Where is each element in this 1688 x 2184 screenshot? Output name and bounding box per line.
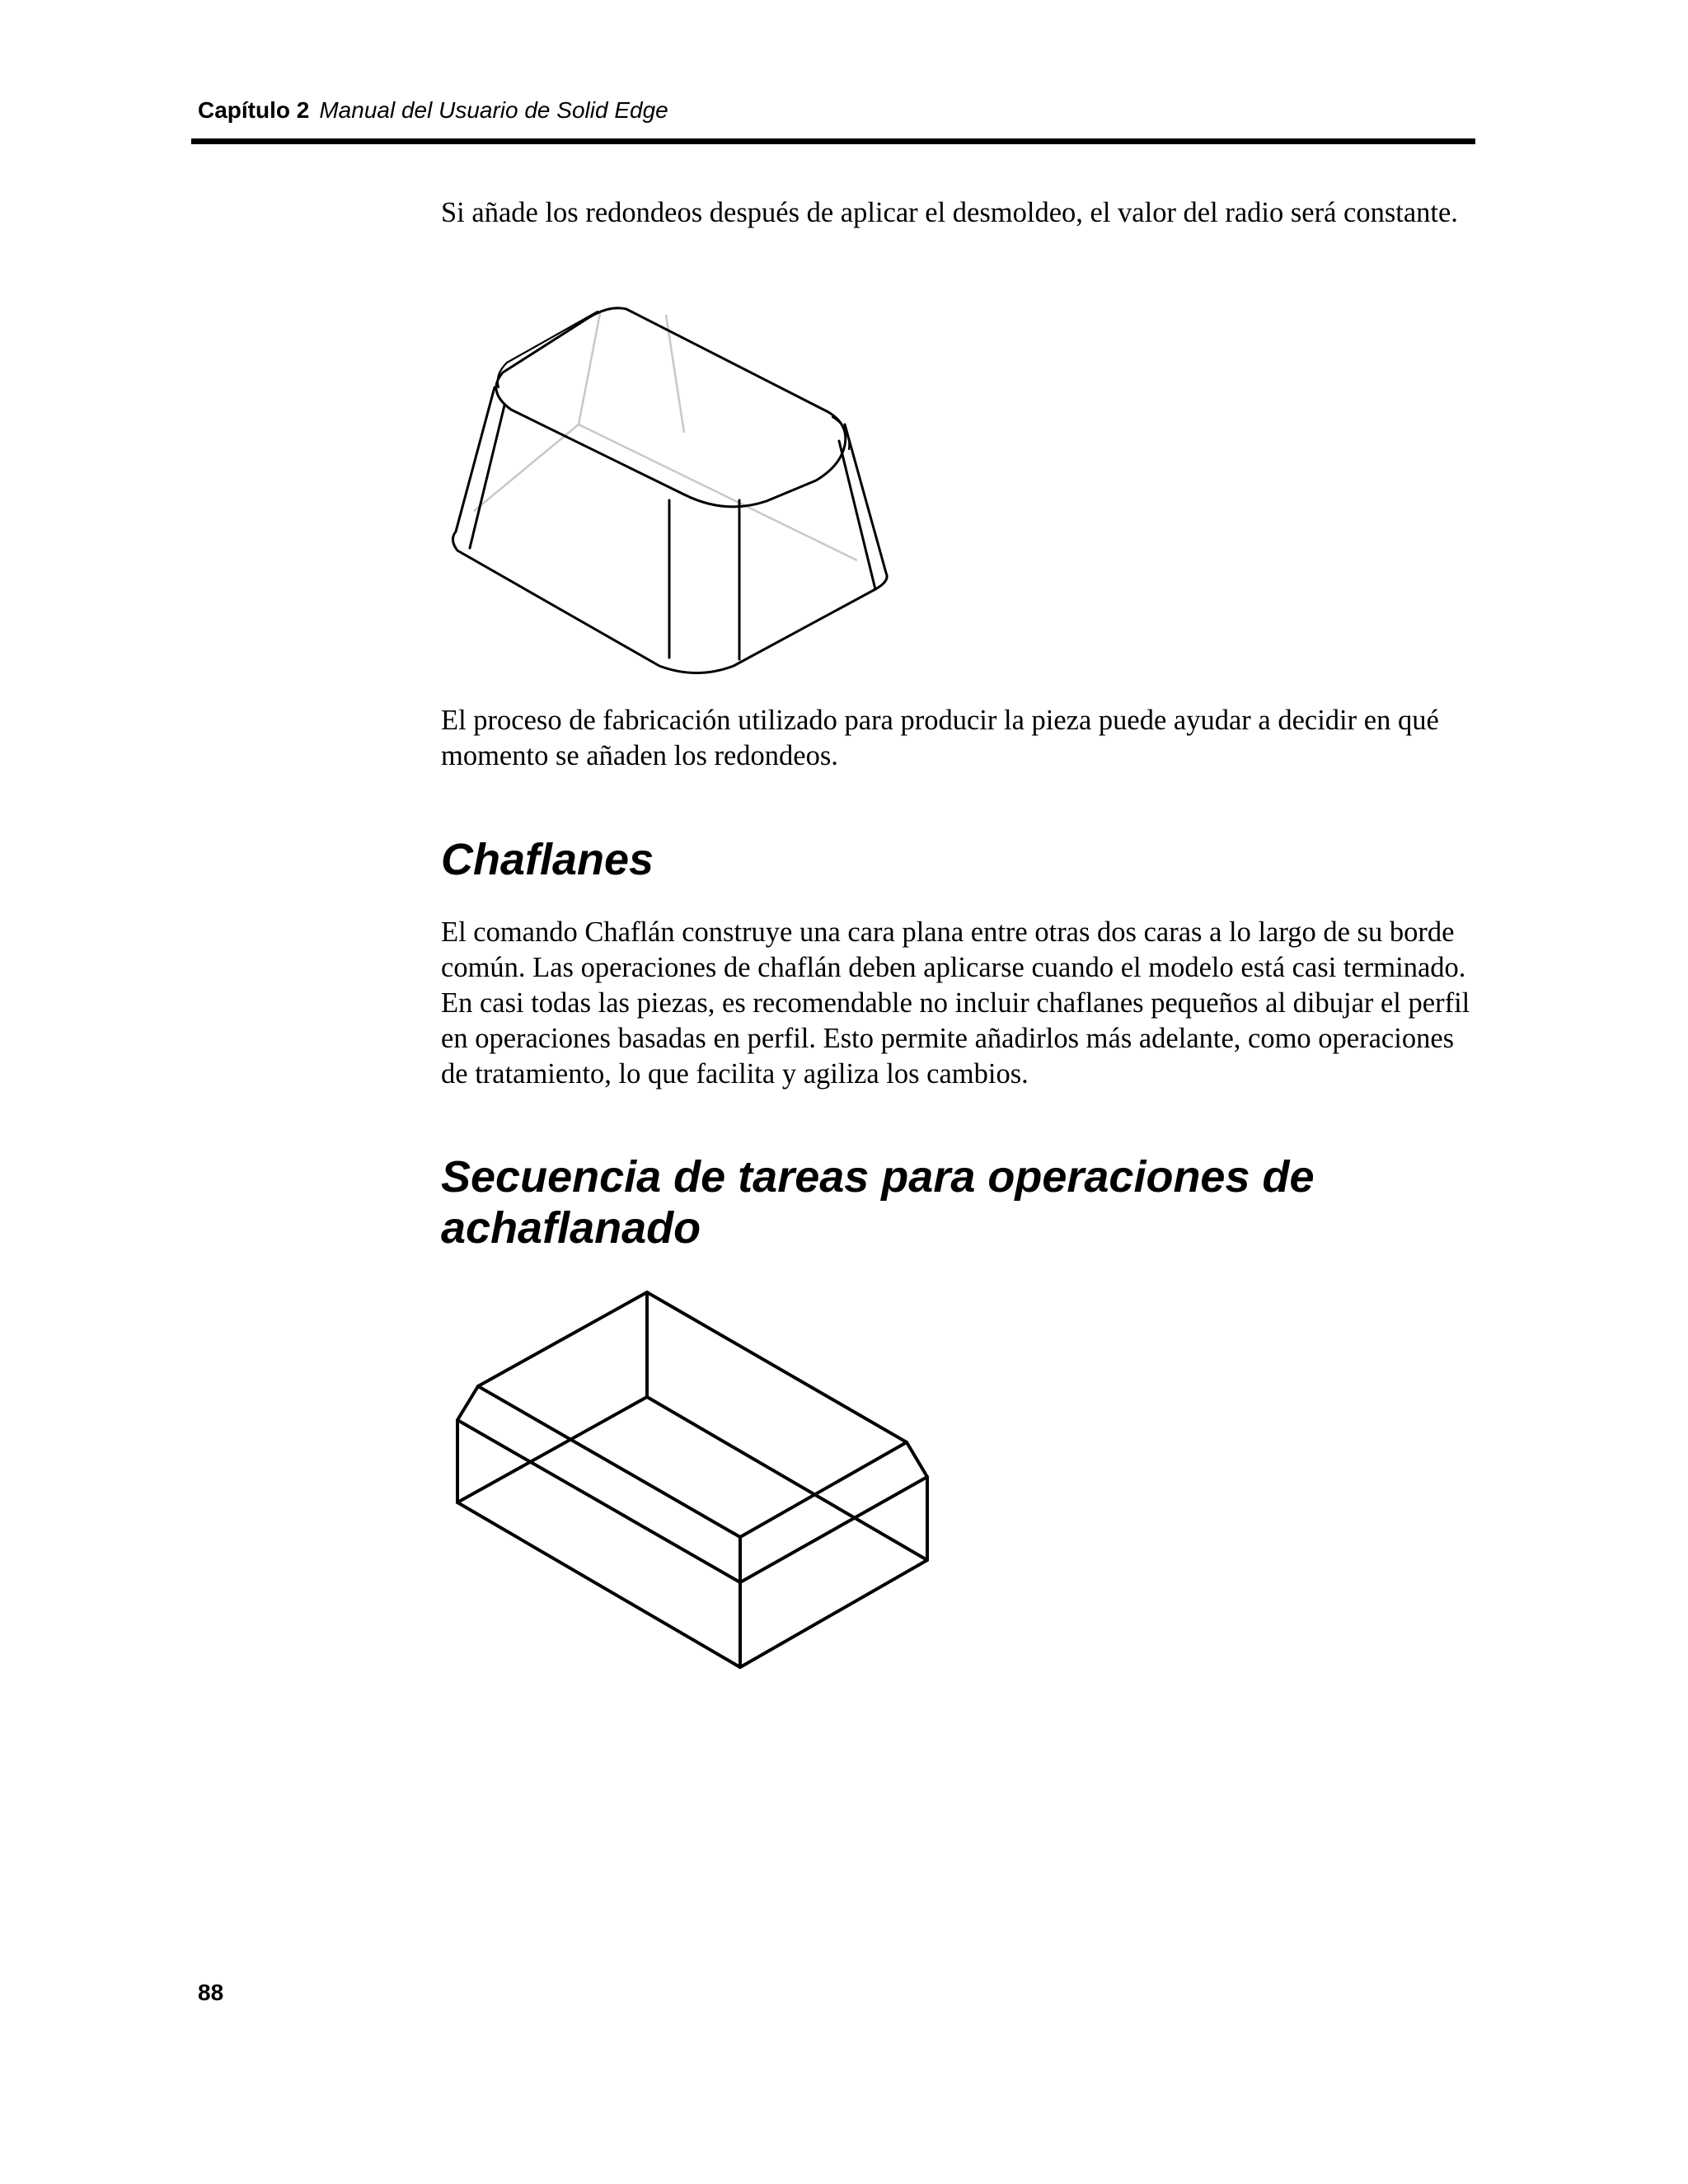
paragraph-fillet-after-draft: Si añade los redondeos después de aplicar el desmoldeo, el valor del radio será constante.	[441, 197, 1458, 228]
wire-edge	[740, 1477, 927, 1582]
draft-edge-left-inner	[470, 405, 504, 548]
book-title: Manual del Usuario de Solid Edge	[319, 97, 668, 123]
chamfer-edge-bottom	[457, 1420, 740, 1582]
page-number: 88	[198, 1980, 224, 2005]
paragraph-chamfer-command: El comando Chaflán construye una cara plana entre otras dos caras a lo largo de su borde común. Las operaciones de chaflán deben aplicarse cuando el modelo está casi terminado. En casi todas las piezas, es recomendable no incluir chaflanes pequeños al dibujar el perfil en operaciones basadas en perfil. Esto permite añadirlos más adelante, como operaciones de tratamiento, lo que facilita y agiliza los cambios.	[441, 916, 1470, 1090]
hidden-edge	[579, 424, 857, 560]
wire-edge	[457, 1397, 647, 1502]
chamfered-box-figure	[445, 1286, 940, 1685]
top-rim-outer	[496, 308, 846, 507]
hidden-edge	[579, 313, 600, 424]
wire-edge	[740, 1442, 907, 1537]
chapter-label: Capítulo 2	[198, 97, 310, 123]
paragraph-manufacturing: El proceso de fabricación utilizado para producir la pieza puede ayudar a decidir en qué momento se añaden los redondeos.	[441, 705, 1439, 771]
chamfer-edge-top	[478, 1386, 740, 1537]
header-rule	[191, 138, 1475, 144]
heading-task-sequence: Secuencia de tareas para operaciones de achaflanado	[441, 1152, 1315, 1253]
heading-chaflanes: Chaflanes	[441, 835, 654, 884]
rounded-drafted-box-figure	[445, 301, 907, 684]
box-silhouette	[457, 1292, 927, 1667]
wire-edge	[647, 1397, 927, 1560]
running-header	[198, 97, 668, 124]
